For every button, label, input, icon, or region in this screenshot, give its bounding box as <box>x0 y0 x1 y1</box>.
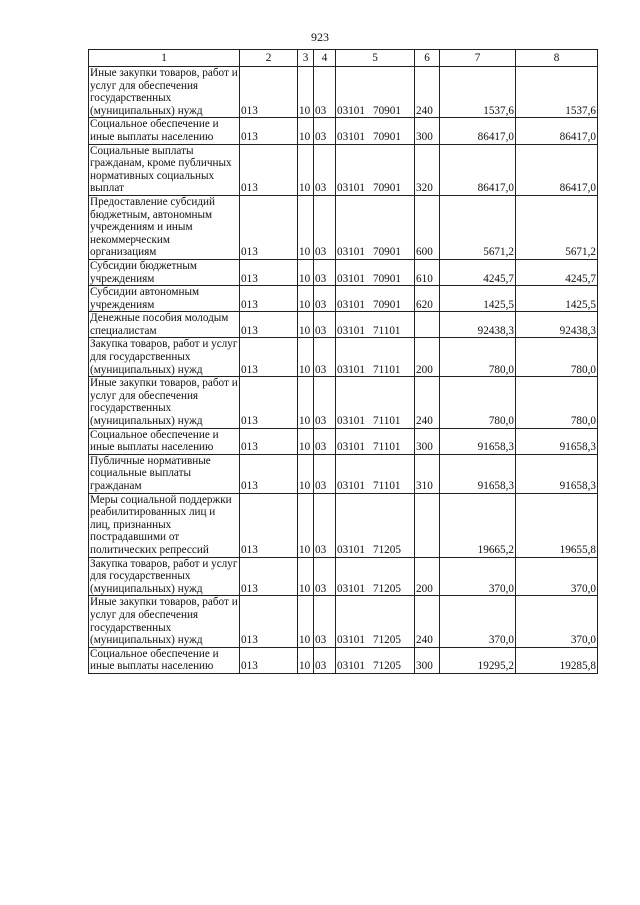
row-name-cell: Социальное обеспечение и иные выплаты населению <box>89 647 240 673</box>
row-expense-type <box>415 312 440 338</box>
header-col-4: 4 <box>314 50 336 67</box>
row-name-cell: Иные закупки товаров, работ и услуг для обеспечения государственных (муниципальных) нужд <box>90 67 238 117</box>
row-expense-type <box>415 493 440 557</box>
row-value-col7: 4245,7 <box>440 259 516 285</box>
target-code-part2: 71101 <box>372 363 401 376</box>
table-row <box>89 557 598 596</box>
row-target-code <box>336 557 415 596</box>
row-name-cell: Субсидии автономным учреждениям <box>89 286 240 312</box>
target-code-part1: 03101 <box>337 324 365 337</box>
row-target-code <box>336 428 415 454</box>
target-code-part1: 03101 <box>337 246 365 259</box>
row-section-code: 10 <box>298 454 314 493</box>
target-code-part2: 71101 <box>372 480 401 492</box>
row-section-code: 10 <box>298 144 314 195</box>
row-expense-type: 240 <box>415 67 440 118</box>
row-expense-type: 240 <box>415 596 440 647</box>
row-value-col8: 86417,0 <box>516 144 598 195</box>
row-subsection-code: 03 <box>314 118 336 144</box>
row-value-col8: 92438,3 <box>516 312 598 338</box>
row-target-code <box>336 195 415 259</box>
row-target-code <box>336 259 415 285</box>
target-code-part1: 03101 <box>337 441 365 454</box>
row-subsection-code: 03 <box>314 286 336 312</box>
row-section-code: 10 <box>298 259 314 285</box>
table-row <box>89 454 598 493</box>
target-code-part1: 03101 <box>337 182 365 195</box>
table-row <box>89 493 598 557</box>
row-ministry-code: 013 <box>240 259 298 285</box>
row-section-code: 10 <box>298 286 314 312</box>
row-value-col8: 1537,6 <box>516 67 598 118</box>
row-expense-type: 300 <box>415 118 440 144</box>
row-value-col8: 370,0 <box>516 596 598 647</box>
row-name-cell: Субсидии бюджетным учреждениям <box>89 259 240 285</box>
row-ministry-code: 013 <box>240 118 298 144</box>
table-row <box>89 596 598 647</box>
row-target-code <box>336 596 415 647</box>
row-value-col8: 91658,3 <box>516 428 598 454</box>
row-expense-type: 310 <box>415 454 440 493</box>
row-value-col7: 92438,3 <box>440 312 516 338</box>
header-col-3: 3 <box>298 50 314 67</box>
target-code-part2: 70901 <box>372 182 401 195</box>
row-value-col7: 86417,0 <box>440 144 516 195</box>
row-target-code <box>336 67 415 118</box>
header-col-1: 1 <box>89 50 240 67</box>
header-col-6: 6 <box>415 50 440 67</box>
row-name-cell: Иные закупки товаров, работ и услуг для обеспечения государственных (муниципальных) нужд <box>90 596 238 647</box>
row-section-code: 10 <box>298 557 314 596</box>
row-ministry-code: 013 <box>240 647 298 673</box>
row-value-col7: 91658,3 <box>440 428 516 454</box>
row-value-col8: 370,0 <box>516 557 598 596</box>
row-subsection-code: 03 <box>314 557 336 596</box>
row-name-cell: Социальное обеспечение и иные выплаты населению <box>89 118 240 144</box>
row-subsection-code: 03 <box>314 312 336 338</box>
table-row <box>89 118 598 144</box>
table-row <box>89 286 598 312</box>
table-row <box>89 338 598 377</box>
row-ministry-code: 013 <box>240 596 298 647</box>
row-target-code <box>336 286 415 312</box>
target-code-part2: 71205 <box>372 660 401 673</box>
row-section-code: 10 <box>298 195 314 259</box>
target-code-part1: 03101 <box>337 480 365 492</box>
row-ministry-code: 013 <box>240 195 298 259</box>
row-subsection-code: 03 <box>314 338 336 377</box>
row-expense-type: 300 <box>415 428 440 454</box>
row-expense-type: 620 <box>415 286 440 312</box>
target-code-part1: 03101 <box>337 634 365 647</box>
row-name-cell: Предоставление субсидий бюджетным, автономным учреждениям и иным некоммерческим организациям <box>89 195 240 259</box>
target-code-part2: 70901 <box>372 272 401 285</box>
row-value-col7: 370,0 <box>440 596 516 647</box>
row-ministry-code: 013 <box>240 428 298 454</box>
row-section-code: 10 <box>298 428 314 454</box>
target-code-part1: 03101 <box>337 130 365 143</box>
row-value-col8: 5671,2 <box>516 195 598 259</box>
row-ministry-code: 013 <box>240 557 298 596</box>
budget-table <box>88 49 598 674</box>
row-name-cell: Денежные пособия молодым специалистам <box>89 312 240 338</box>
row-target-code <box>336 312 415 338</box>
row-expense-type: 240 <box>415 377 440 428</box>
row-name-cell: Социальное обеспечение и иные выплаты населению <box>89 428 240 454</box>
row-section-code: 10 <box>298 67 314 118</box>
row-ministry-code: 013 <box>240 493 298 557</box>
row-value-col8: 91658,3 <box>516 454 598 493</box>
target-code-part1: 03101 <box>337 543 365 556</box>
table-body <box>89 67 598 674</box>
table-row <box>89 377 598 428</box>
row-subsection-code: 03 <box>314 144 336 195</box>
row-target-code <box>336 338 415 377</box>
row-name-cell: Социальные выплаты гражданам, кроме публичных нормативных социальных выплат <box>89 144 240 195</box>
row-subsection-code: 03 <box>314 493 336 557</box>
target-code-part2: 70901 <box>372 130 401 143</box>
target-code-part2: 70901 <box>372 104 401 117</box>
row-value-col7: 91658,3 <box>440 454 516 493</box>
target-code-part1: 03101 <box>337 298 365 311</box>
header-col-7: 7 <box>440 50 516 67</box>
row-ministry-code: 013 <box>240 144 298 195</box>
row-target-code <box>336 493 415 557</box>
target-code-part1: 03101 <box>337 272 365 285</box>
row-section-code: 10 <box>298 312 314 338</box>
row-value-col8: 4245,7 <box>516 259 598 285</box>
row-expense-type: 600 <box>415 195 440 259</box>
row-section-code: 10 <box>298 118 314 144</box>
row-value-col7: 19665,2 <box>440 493 516 557</box>
table-row <box>89 312 598 338</box>
row-target-code <box>336 144 415 195</box>
row-value-col7: 1537,6 <box>440 67 516 118</box>
row-value-col7: 780,0 <box>440 338 516 377</box>
row-target-code <box>336 454 415 493</box>
row-value-col7: 780,0 <box>440 377 516 428</box>
row-subsection-code: 03 <box>314 259 336 285</box>
row-value-col8: 780,0 <box>516 338 598 377</box>
table-row <box>89 195 598 259</box>
target-code-part1: 03101 <box>337 582 365 595</box>
table-row <box>89 144 598 195</box>
row-value-col8: 86417,0 <box>516 118 598 144</box>
row-name-cell: Публичные нормативные социальные выплаты гражданам <box>89 454 240 493</box>
row-section-code: 10 <box>298 338 314 377</box>
table-row <box>89 259 598 285</box>
row-ministry-code: 013 <box>240 67 298 118</box>
row-ministry-code: 013 <box>240 454 298 493</box>
target-code-part2: 71205 <box>372 543 401 556</box>
row-target-code <box>336 377 415 428</box>
page-number: 923 <box>311 30 329 44</box>
row-section-code: 10 <box>298 596 314 647</box>
row-subsection-code: 03 <box>314 195 336 259</box>
row-name-cell: Закупка товаров, работ и услуг для государственных (муниципальных) нужд <box>89 338 240 377</box>
target-code-part2: 71101 <box>372 324 401 337</box>
row-name-cell: Меры социальной поддержки реабилитированных лиц и лиц, признанных пострадавшими от политических репрессий <box>89 493 240 557</box>
row-value-col8: 1425,5 <box>516 286 598 312</box>
row-target-code <box>336 647 415 673</box>
row-ministry-code: 013 <box>240 377 298 428</box>
row-target-code <box>336 118 415 144</box>
target-code-part2: 70901 <box>372 246 401 259</box>
table-row <box>89 647 598 673</box>
row-subsection-code: 03 <box>314 428 336 454</box>
header-col-5: 5 <box>336 50 415 67</box>
row-subsection-code: 03 <box>314 647 336 673</box>
row-value-col8: 780,0 <box>516 377 598 428</box>
row-section-code: 10 <box>298 647 314 673</box>
target-code-part1: 03101 <box>337 415 365 428</box>
row-ministry-code: 013 <box>240 286 298 312</box>
row-subsection-code: 03 <box>314 377 336 428</box>
row-value-col7: 5671,2 <box>440 195 516 259</box>
target-code-part1: 03101 <box>337 104 365 117</box>
target-code-part2: 71101 <box>372 441 401 454</box>
row-subsection-code: 03 <box>314 596 336 647</box>
row-ministry-code: 013 <box>240 312 298 338</box>
row-expense-type: 300 <box>415 647 440 673</box>
header-col-8: 8 <box>516 50 598 67</box>
row-name-cell: Закупка товаров, работ и услуг для государственных (муниципальных) нужд <box>89 557 240 596</box>
row-name-cell: Иные закупки товаров, работ и услуг для обеспечения государственных (муниципальных) нужд <box>90 377 238 428</box>
target-code-part2: 70901 <box>372 298 401 311</box>
header-col-2: 2 <box>240 50 298 67</box>
row-section-code: 10 <box>298 493 314 557</box>
row-subsection-code: 03 <box>314 454 336 493</box>
target-code-part2: 71205 <box>372 634 401 647</box>
row-expense-type: 200 <box>415 338 440 377</box>
row-expense-type: 610 <box>415 259 440 285</box>
row-value-col7: 370,0 <box>440 557 516 596</box>
row-value-col7: 86417,0 <box>440 118 516 144</box>
target-code-part1: 03101 <box>337 660 365 673</box>
row-ministry-code: 013 <box>240 338 298 377</box>
row-value-col7: 19295,2 <box>440 647 516 673</box>
row-expense-type: 320 <box>415 144 440 195</box>
target-code-part2: 71205 <box>372 582 401 595</box>
target-code-part2: 71101 <box>372 415 401 428</box>
table-row <box>89 428 598 454</box>
header-row <box>89 50 598 67</box>
row-subsection-code: 03 <box>314 67 336 118</box>
row-section-code: 10 <box>298 377 314 428</box>
target-code-part1: 03101 <box>337 363 365 376</box>
table-row <box>89 67 598 118</box>
row-expense-type: 200 <box>415 557 440 596</box>
row-value-col7: 1425,5 <box>440 286 516 312</box>
row-value-col8: 19285,8 <box>516 647 598 673</box>
row-value-col8: 19655,8 <box>516 493 598 557</box>
